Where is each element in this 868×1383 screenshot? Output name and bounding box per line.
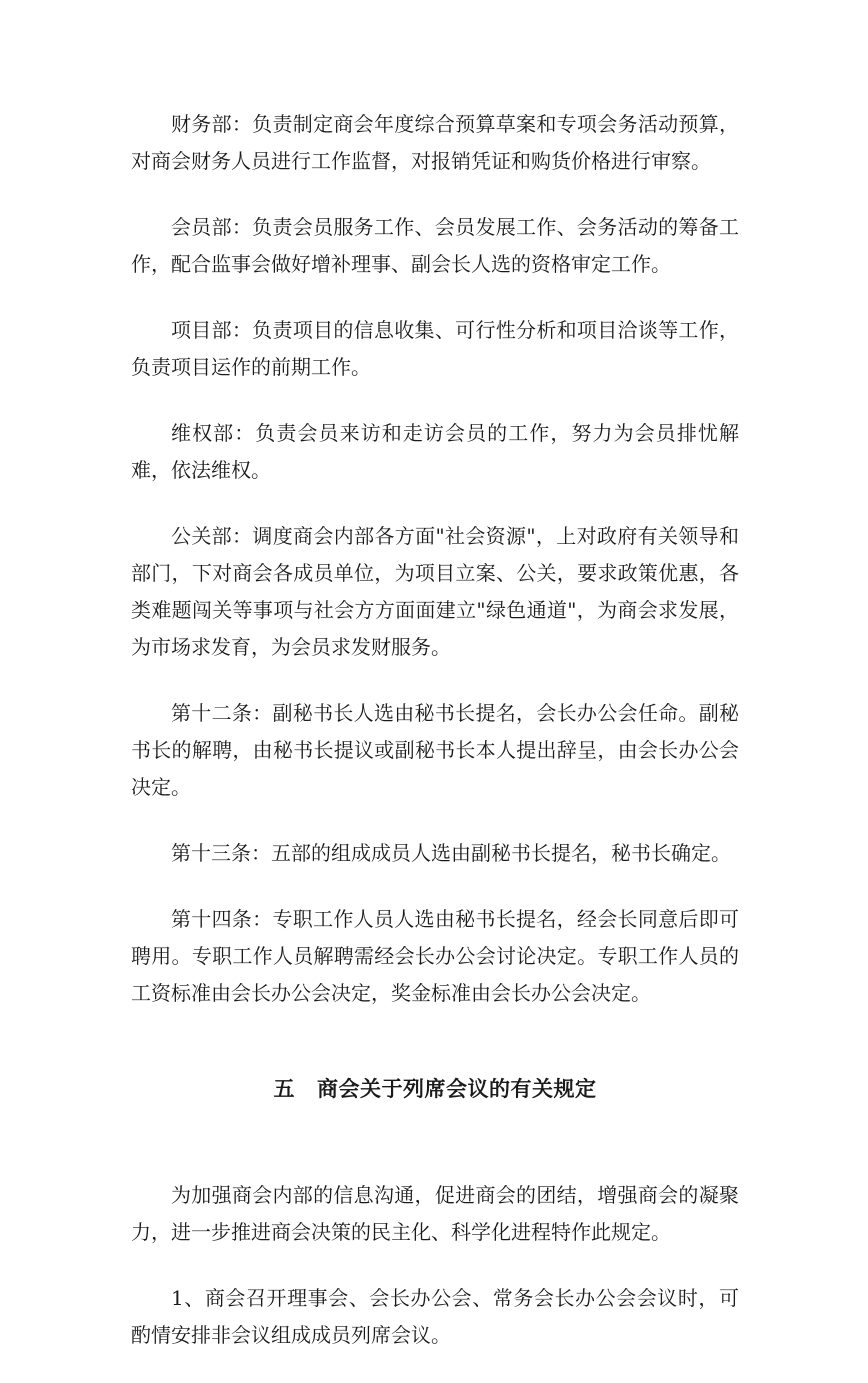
paragraph-finance-dept: 财务部：负责制定商会年度综合预算草案和专项会务活动预算，对商会财务人员进行工作监督，对报销凭证和购货价格进行审察。 xyxy=(131,112,739,173)
paragraph-project-dept: 项目部：负责项目的信息收集、可行性分析和项目洽谈等工作，负责项目运作的前期工作。 xyxy=(131,318,739,379)
paragraph-intro: 为加强商会内部的信息沟通，促进商会的团结，增强商会的凝聚力，进一步推进商会决策的民主化、科学化进程特作此规定。 xyxy=(131,1183,739,1244)
paragraph-article-14: 第十四条：专职工作人员人选由秘书长提名，经会长同意后即可聘用。专职工作人员解聘需经会长办公会讨论决定。专职工作人员的工资标准由会长办公会决定，奖金标准由会长办公会决定。 xyxy=(131,907,739,1005)
paragraph-article-13: 第十三条：五部的组成成员人选由副秘书长提名，秘书长确定。 xyxy=(171,841,731,865)
section-heading xyxy=(131,1070,739,1107)
paragraph-article-12: 第十二条：副秘书长人选由秘书长提名，会长办公会任命。副秘书长的解聘，由秘书长提议或副秘书长本人提出辞呈，由会长办公会决定。 xyxy=(131,701,739,799)
section-number: 五 xyxy=(273,1076,295,1101)
paragraph-rights-dept: 维权部：负责会员来访和走访会员的工作，努力为会员排忧解难，依法维权。 xyxy=(131,421,739,482)
paragraph-pr-dept: 公关部：调度商会内部各方面"社会资源"，上对政府有关领导和部门，下对商会各成员单位，为项目立案、公关，要求政策优惠，各类难题闯关等事项与社会方方面面建立"绿色通道"，为商会求发展，为市场求发育，为会员求发财服务。 xyxy=(131,524,739,659)
document-body xyxy=(131,106,739,1383)
paragraph-member-dept: 会员部：负责会员服务工作、会员发展工作、会务活动的筹备工作，配合监事会做好增补理事、副会长人选的资格审定工作。 xyxy=(131,215,739,276)
paragraph-rule-1: 1、商会召开理事会、会长办公会、常务会长办公会会议时，可酌情安排非会议组成成员列席会议。 xyxy=(131,1286,739,1347)
section-title: 商会关于列席会议的有关规定 xyxy=(317,1076,597,1101)
